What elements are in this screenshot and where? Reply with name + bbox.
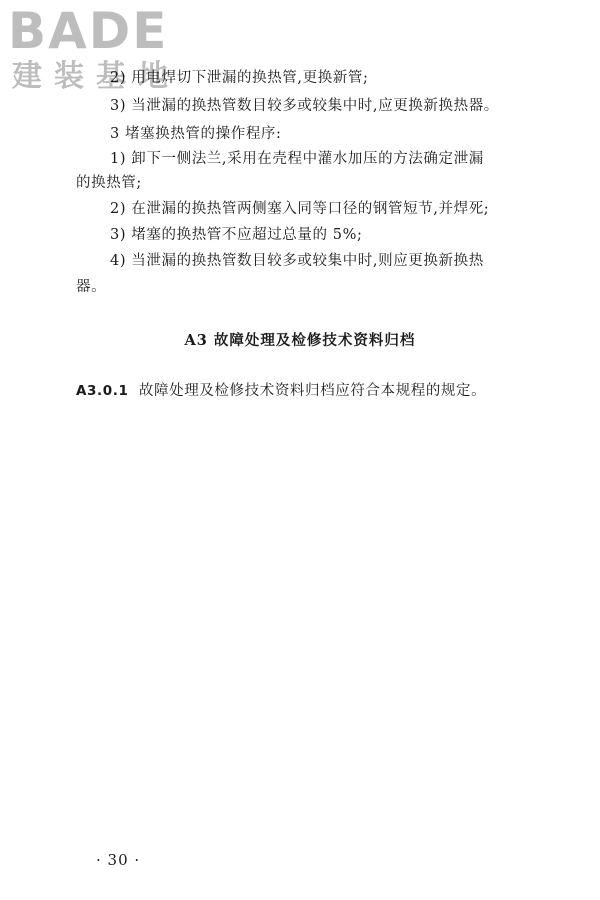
section-heading: A3 故障处理及检修技术资料归档 bbox=[184, 332, 416, 349]
body-line: 3) 当泄漏的换热管数目较多或较集中时,应更换新换热器。 bbox=[110, 98, 499, 114]
body-line: 器。 bbox=[76, 279, 107, 295]
page-number: · 30 · bbox=[96, 851, 141, 869]
body-line: 2) 在泄漏的换热管两侧塞入同等口径的钢管短节,并焊死; bbox=[110, 201, 490, 217]
clause-number: A3.0.1 bbox=[76, 383, 129, 399]
body-line: 2) 用电焊切下泄漏的换热管,更换新管; bbox=[110, 70, 369, 86]
body-line: 3) 堵塞的换热管不应超过总量的 5%; bbox=[110, 227, 363, 243]
clause-line bbox=[76, 381, 486, 401]
body-line: 4) 当泄漏的换热管数目较多或较集中时,则应更换新换热 bbox=[110, 253, 484, 269]
watermark-brand: BADE bbox=[8, 2, 169, 60]
body-line: 1) 卸下一侧法兰,采用在壳程中灌水加压的方法确定泄漏 bbox=[110, 151, 484, 167]
body-line: 的换热管; bbox=[76, 175, 142, 191]
watermark-subtitle: 建装基地 bbox=[12, 59, 180, 94]
clause-text: 故障处理及检修技术资料归档应符合本规程的规定。 bbox=[138, 383, 487, 399]
body-line: 3 堵塞换热管的操作程序: bbox=[110, 126, 282, 142]
